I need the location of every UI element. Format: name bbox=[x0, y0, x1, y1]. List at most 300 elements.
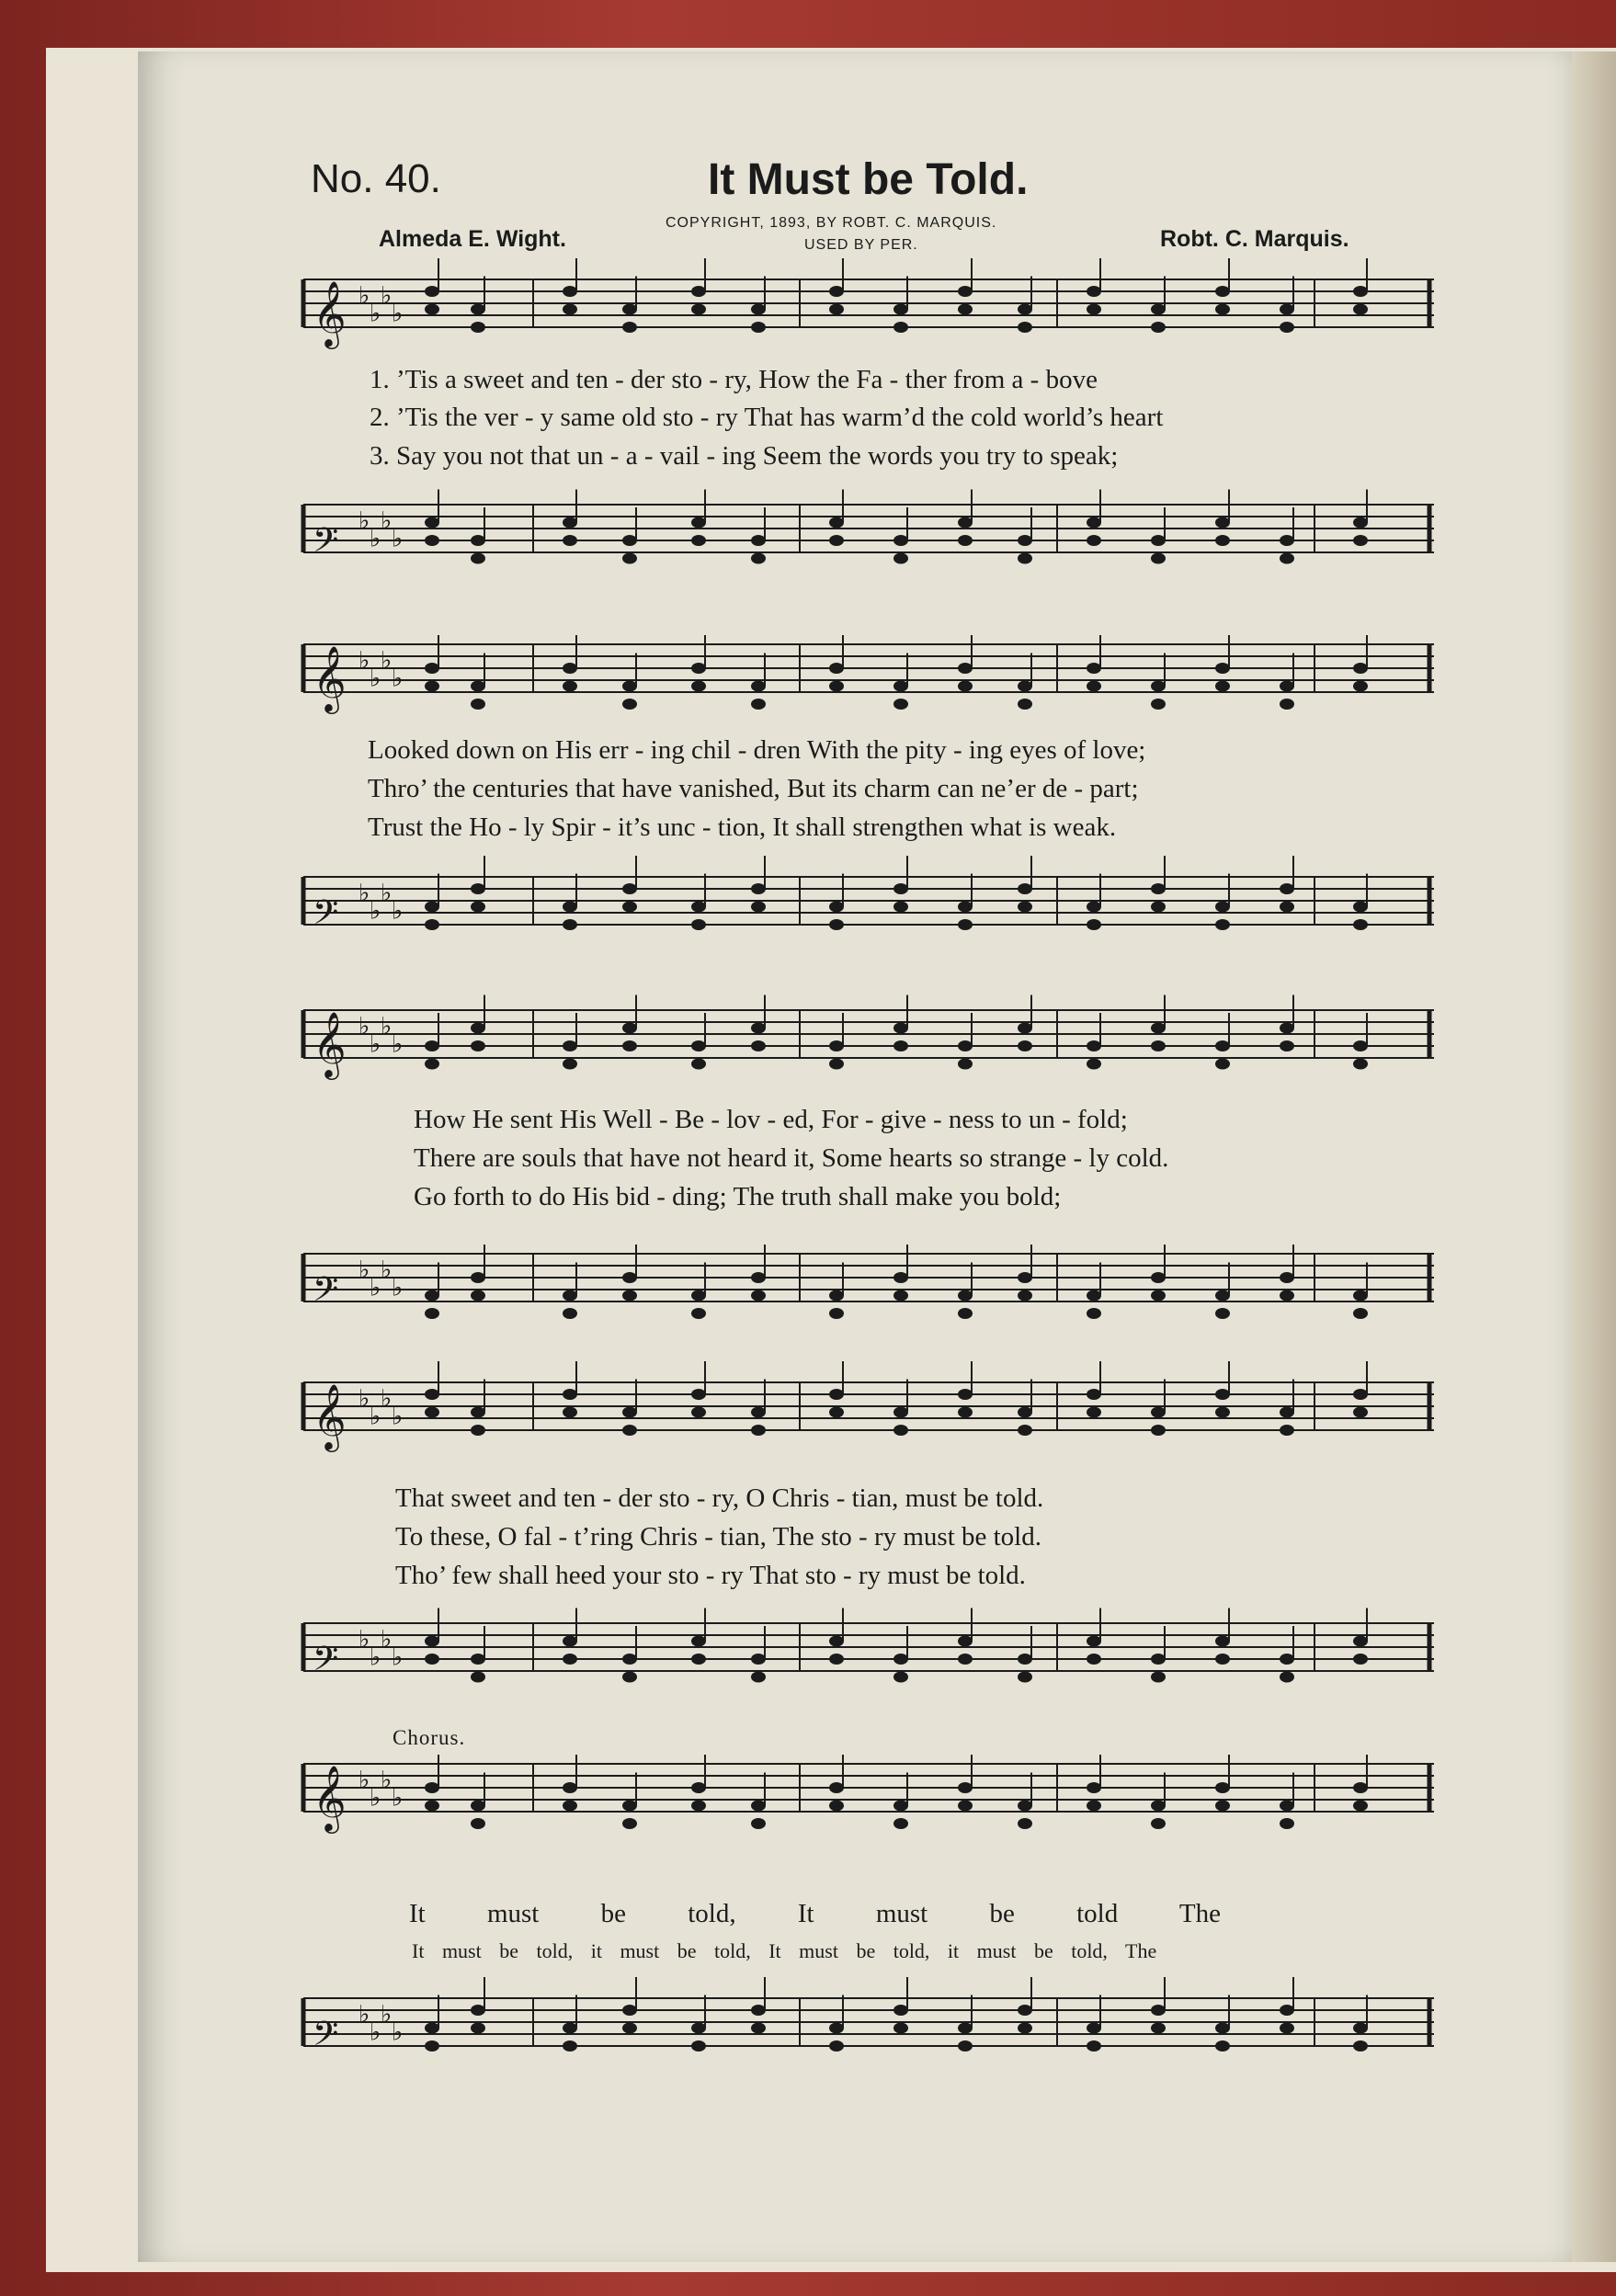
note-head bbox=[1087, 535, 1101, 546]
note-head bbox=[958, 286, 973, 297]
note-head bbox=[471, 902, 485, 913]
note-head bbox=[1151, 1425, 1166, 1436]
note-head bbox=[691, 1059, 706, 1070]
note-head bbox=[1151, 2005, 1166, 2016]
page-gutter bbox=[1572, 51, 1616, 2262]
note-head bbox=[1151, 553, 1166, 564]
note-head bbox=[622, 1272, 637, 1283]
note-head bbox=[1353, 1407, 1368, 1418]
note-head bbox=[563, 1059, 577, 1070]
flat-icon: ♭ bbox=[358, 1256, 370, 1284]
note-head bbox=[622, 304, 637, 315]
note-head bbox=[1087, 1636, 1101, 1647]
note-head bbox=[622, 1290, 637, 1301]
flat-icon: ♭ bbox=[358, 1626, 370, 1654]
note-head bbox=[563, 663, 577, 674]
note-head bbox=[829, 663, 844, 674]
note-head bbox=[1280, 1801, 1294, 1812]
flat-icon: ♭ bbox=[370, 1403, 381, 1431]
note-head bbox=[563, 535, 577, 546]
note-head bbox=[893, 304, 908, 315]
note-head bbox=[829, 1308, 844, 1319]
note-head bbox=[1087, 1040, 1101, 1051]
note-head bbox=[893, 681, 908, 692]
note-head bbox=[1353, 902, 1368, 913]
note-head bbox=[1353, 286, 1368, 297]
note-head bbox=[829, 1801, 844, 1812]
note-head bbox=[622, 1040, 637, 1051]
note-head bbox=[691, 2023, 706, 2034]
flat-icon: ♭ bbox=[381, 880, 393, 907]
flat-icon: ♭ bbox=[392, 665, 404, 693]
note-head bbox=[1018, 1818, 1032, 1829]
note-head bbox=[563, 1389, 577, 1400]
note-head bbox=[829, 535, 844, 546]
note-head bbox=[1353, 1040, 1368, 1051]
note-head bbox=[563, 1801, 577, 1812]
note-head bbox=[893, 902, 908, 913]
note-head bbox=[1151, 304, 1166, 315]
flat-icon: ♭ bbox=[358, 880, 370, 907]
note-head bbox=[829, 1290, 844, 1301]
note-head bbox=[563, 1782, 577, 1793]
note-head bbox=[1215, 1059, 1230, 1070]
note-head bbox=[751, 883, 766, 894]
note-head bbox=[751, 902, 766, 913]
note-head bbox=[893, 1023, 908, 1034]
note-head bbox=[829, 1040, 844, 1051]
note-head bbox=[1215, 535, 1230, 546]
note-head bbox=[1280, 2023, 1294, 2034]
note-head bbox=[829, 1636, 844, 1647]
note-head bbox=[1215, 919, 1230, 930]
note-head bbox=[563, 1407, 577, 1418]
verse-2-line-1: 2. ’Tis the ver - y same old sto - ry That has warm’d the cold world’s heart bbox=[370, 403, 1164, 432]
note-head bbox=[471, 1023, 485, 1034]
note-head bbox=[1087, 663, 1101, 674]
note-head bbox=[1018, 304, 1032, 315]
flat-icon: ♭ bbox=[381, 507, 393, 535]
verse-1-line-1: 1. ’Tis a sweet and ten - der sto - ry, How the Fa - ther from a - bove bbox=[370, 365, 1098, 394]
note-head bbox=[1215, 2040, 1230, 2052]
note-head bbox=[425, 1801, 439, 1812]
note-head bbox=[1353, 681, 1368, 692]
note-head bbox=[425, 304, 439, 315]
note-head bbox=[751, 1818, 766, 1829]
note-head bbox=[622, 681, 637, 692]
note-head bbox=[1215, 1782, 1230, 1793]
note-head bbox=[1353, 1059, 1368, 1070]
note-head bbox=[829, 1059, 844, 1070]
note-head bbox=[1353, 1636, 1368, 1647]
flat-icon: ♭ bbox=[370, 897, 381, 926]
note-head bbox=[425, 1040, 439, 1051]
note-head bbox=[471, 699, 485, 710]
flat-icon: ♭ bbox=[392, 1643, 404, 1672]
note-head bbox=[425, 1059, 439, 1070]
note-head bbox=[958, 1389, 973, 1400]
note-head bbox=[958, 1654, 973, 1665]
note-head bbox=[1018, 1040, 1032, 1051]
flat-icon: ♭ bbox=[392, 2018, 404, 2047]
note-head bbox=[622, 553, 637, 564]
note-head bbox=[893, 1407, 908, 1418]
note-head bbox=[1280, 1023, 1294, 1034]
note-head bbox=[751, 1290, 766, 1301]
note-head bbox=[1151, 902, 1166, 913]
note-head bbox=[751, 2023, 766, 2034]
note-head bbox=[1151, 322, 1166, 333]
note-head bbox=[751, 1272, 766, 1283]
note-head bbox=[1353, 1654, 1368, 1665]
note-head bbox=[622, 1407, 637, 1418]
note-head bbox=[1151, 1023, 1166, 1034]
note-head bbox=[691, 535, 706, 546]
flat-icon: ♭ bbox=[358, 507, 370, 535]
note-head bbox=[958, 2023, 973, 2034]
note-head bbox=[622, 883, 637, 894]
flat-icon: ♭ bbox=[358, 1385, 370, 1413]
treble-staff bbox=[303, 1760, 1434, 1831]
flat-icon: ♭ bbox=[370, 300, 381, 328]
note-head bbox=[1215, 1636, 1230, 1647]
composer: Robt. C. Marquis. bbox=[1160, 226, 1349, 252]
note-head bbox=[1151, 1672, 1166, 1683]
note-head bbox=[425, 286, 439, 297]
note-head bbox=[563, 2023, 577, 2034]
note-head bbox=[622, 1425, 637, 1436]
note-head bbox=[958, 1290, 973, 1301]
note-head bbox=[1280, 1654, 1294, 1665]
flat-icon: ♭ bbox=[370, 1274, 381, 1302]
note-head bbox=[691, 1290, 706, 1301]
note-head bbox=[1018, 883, 1032, 894]
treble-clef-icon: 𝄞 bbox=[313, 279, 347, 347]
note-head bbox=[1215, 663, 1230, 674]
note-head bbox=[1087, 1801, 1101, 1812]
note-head bbox=[1151, 681, 1166, 692]
treble-staff bbox=[303, 1006, 1434, 1077]
verse-3-line-4: Tho’ few shall heed your sto - ry That sto - ry must be told. bbox=[395, 1561, 1026, 1590]
note-head bbox=[471, 883, 485, 894]
note-head bbox=[563, 902, 577, 913]
note-head bbox=[1353, 517, 1368, 529]
note-head bbox=[1087, 1389, 1101, 1400]
note-head bbox=[622, 2005, 637, 2016]
note-head bbox=[1087, 1782, 1101, 1793]
note-head bbox=[471, 1672, 485, 1683]
note-head bbox=[1018, 681, 1032, 692]
note-head bbox=[1087, 2040, 1101, 2052]
note-head bbox=[691, 1040, 706, 1051]
note-head bbox=[1353, 919, 1368, 930]
note-head bbox=[1018, 1023, 1032, 1034]
note-head bbox=[622, 1654, 637, 1665]
note-head bbox=[958, 1059, 973, 1070]
note-head bbox=[691, 286, 706, 297]
note-head bbox=[691, 663, 706, 674]
note-head bbox=[1087, 2023, 1101, 2034]
flat-icon: ♭ bbox=[381, 1385, 393, 1413]
note-head bbox=[1018, 322, 1032, 333]
flat-icon: ♭ bbox=[358, 282, 370, 310]
note-head bbox=[691, 1636, 706, 1647]
verse-1-line-2: Looked down on His err - ing chil - dren With the pity - ing eyes of love; bbox=[368, 735, 1146, 765]
note-head bbox=[958, 663, 973, 674]
note-head bbox=[1215, 1407, 1230, 1418]
note-head bbox=[471, 1272, 485, 1283]
note-head bbox=[691, 1801, 706, 1812]
note-head bbox=[1215, 681, 1230, 692]
note-head bbox=[958, 535, 973, 546]
note-head bbox=[1280, 304, 1294, 315]
note-head bbox=[829, 286, 844, 297]
note-head bbox=[829, 517, 844, 529]
note-head bbox=[691, 1782, 706, 1793]
note-head bbox=[1280, 1290, 1294, 1301]
note-head bbox=[1353, 1389, 1368, 1400]
bass-staff bbox=[303, 1620, 1434, 1687]
treble-clef-icon: 𝄞 bbox=[313, 1382, 347, 1449]
note-head bbox=[563, 1040, 577, 1051]
note-head bbox=[425, 1636, 439, 1647]
note-head bbox=[1215, 304, 1230, 315]
note-head bbox=[1215, 2023, 1230, 2034]
flat-icon: ♭ bbox=[370, 1784, 381, 1813]
bass-clef-icon: 𝄢 bbox=[313, 893, 339, 940]
note-head bbox=[1215, 1040, 1230, 1051]
note-head bbox=[691, 304, 706, 315]
note-head bbox=[893, 553, 908, 564]
flat-icon: ♭ bbox=[392, 525, 404, 553]
note-head bbox=[1087, 1308, 1101, 1319]
note-head bbox=[1018, 1290, 1032, 1301]
note-head bbox=[425, 1782, 439, 1793]
verse-1-line-3: How He sent His Well - Be - lov - ed, For - give - ness to un - fold; bbox=[414, 1105, 1128, 1134]
note-head bbox=[1151, 1272, 1166, 1283]
note-head bbox=[958, 1782, 973, 1793]
note-head bbox=[1215, 1389, 1230, 1400]
note-head bbox=[751, 322, 766, 333]
note-head bbox=[1018, 902, 1032, 913]
note-head bbox=[751, 535, 766, 546]
note-head bbox=[1280, 553, 1294, 564]
note-head bbox=[1280, 322, 1294, 333]
note-head bbox=[425, 902, 439, 913]
used-by-permission: USED BY PER. bbox=[804, 237, 918, 253]
flat-icon: ♭ bbox=[358, 2001, 370, 2029]
note-head bbox=[425, 663, 439, 674]
note-head bbox=[1353, 1290, 1368, 1301]
note-head bbox=[471, 681, 485, 692]
note-head bbox=[471, 1425, 485, 1436]
note-head bbox=[751, 1425, 766, 1436]
note-head bbox=[829, 1654, 844, 1665]
note-head bbox=[829, 919, 844, 930]
note-head bbox=[1018, 2005, 1032, 2016]
note-head bbox=[622, 902, 637, 913]
note-head bbox=[1280, 681, 1294, 692]
note-head bbox=[425, 1308, 439, 1319]
note-head bbox=[1280, 1272, 1294, 1283]
note-head bbox=[1353, 2040, 1368, 2052]
note-head bbox=[958, 2040, 973, 2052]
verse-2-line-4: To these, O fal - t’ring Chris - tian, The sto - ry must be told. bbox=[395, 1522, 1041, 1552]
note-head bbox=[958, 681, 973, 692]
bass-clef-icon: 𝄢 bbox=[313, 1640, 339, 1687]
note-head bbox=[1151, 1040, 1166, 1051]
note-head bbox=[622, 1801, 637, 1812]
bass-staff bbox=[303, 501, 1434, 568]
note-head bbox=[563, 1290, 577, 1301]
note-head bbox=[1087, 681, 1101, 692]
note-head bbox=[1353, 1782, 1368, 1793]
note-head bbox=[1215, 902, 1230, 913]
note-head bbox=[471, 1801, 485, 1812]
flat-icon: ♭ bbox=[392, 1403, 404, 1431]
note-head bbox=[1151, 699, 1166, 710]
note-head bbox=[1280, 902, 1294, 913]
note-head bbox=[471, 2023, 485, 2034]
note-head bbox=[829, 304, 844, 315]
note-head bbox=[893, 1040, 908, 1051]
copyright-notice: COPYRIGHT, 1893, BY ROBT. C. MARQUIS. bbox=[666, 215, 997, 231]
note-head bbox=[893, 535, 908, 546]
note-head bbox=[893, 1818, 908, 1829]
treble-staff bbox=[303, 276, 1434, 347]
note-head bbox=[471, 2005, 485, 2016]
note-head bbox=[751, 1407, 766, 1418]
note-head bbox=[691, 1407, 706, 1418]
note-head bbox=[425, 681, 439, 692]
note-head bbox=[1280, 699, 1294, 710]
note-head bbox=[893, 1801, 908, 1812]
bass-staff bbox=[303, 1995, 1434, 2062]
note-head bbox=[829, 1407, 844, 1418]
chorus-soprano-words: It must be told, It must be told The bbox=[409, 1899, 1222, 1928]
bass-clef-icon: 𝄢 bbox=[313, 1270, 339, 1317]
note-head bbox=[622, 699, 637, 710]
note-head bbox=[1018, 1654, 1032, 1665]
note-head bbox=[893, 1654, 908, 1665]
flat-icon: ♭ bbox=[358, 647, 370, 675]
note-head bbox=[425, 535, 439, 546]
note-head bbox=[471, 322, 485, 333]
note-head bbox=[1215, 1308, 1230, 1319]
note-head bbox=[893, 1425, 908, 1436]
note-head bbox=[1280, 535, 1294, 546]
note-head bbox=[563, 1654, 577, 1665]
note-head bbox=[893, 1672, 908, 1683]
flat-icon: ♭ bbox=[392, 1030, 404, 1059]
lyricist: Almeda E. Wight. bbox=[379, 226, 566, 252]
flat-icon: ♭ bbox=[370, 665, 381, 693]
note-head bbox=[1018, 1801, 1032, 1812]
note-head bbox=[751, 1040, 766, 1051]
note-head bbox=[622, 1818, 637, 1829]
note-head bbox=[1018, 553, 1032, 564]
note-head bbox=[563, 1636, 577, 1647]
treble-staff bbox=[303, 641, 1434, 711]
hymn-title: It Must be Told. bbox=[708, 155, 1029, 204]
note-head bbox=[563, 1308, 577, 1319]
note-head bbox=[1280, 883, 1294, 894]
note-head bbox=[1280, 1407, 1294, 1418]
note-head bbox=[1018, 1425, 1032, 1436]
note-head bbox=[563, 304, 577, 315]
note-head bbox=[1215, 286, 1230, 297]
note-head bbox=[751, 1654, 766, 1665]
note-head bbox=[691, 1389, 706, 1400]
note-head bbox=[622, 322, 637, 333]
note-head bbox=[1151, 1818, 1166, 1829]
note-head bbox=[958, 1040, 973, 1051]
note-head bbox=[1018, 1272, 1032, 1283]
verse-2-line-3: There are souls that have not heard it, Some hearts so strange - ly cold. bbox=[414, 1143, 1169, 1173]
note-head bbox=[691, 919, 706, 930]
flat-icon: ♭ bbox=[381, 1767, 393, 1794]
note-head bbox=[563, 286, 577, 297]
treble-clef-icon: 𝄞 bbox=[313, 644, 347, 711]
note-head bbox=[1353, 1801, 1368, 1812]
note-head bbox=[563, 681, 577, 692]
note-head bbox=[1353, 304, 1368, 315]
flat-icon: ♭ bbox=[370, 1030, 381, 1059]
note-head bbox=[829, 2040, 844, 2052]
note-head bbox=[958, 304, 973, 315]
note-head bbox=[622, 1023, 637, 1034]
flat-icon: ♭ bbox=[381, 1626, 393, 1654]
note-head bbox=[751, 681, 766, 692]
note-head bbox=[958, 1636, 973, 1647]
note-head bbox=[563, 517, 577, 529]
note-head bbox=[829, 1389, 844, 1400]
note-head bbox=[622, 2023, 637, 2034]
bass-clef-icon: 𝄢 bbox=[313, 2015, 339, 2062]
note-head bbox=[751, 1023, 766, 1034]
note-head bbox=[1087, 286, 1101, 297]
note-head bbox=[425, 2040, 439, 2052]
note-head bbox=[893, 1290, 908, 1301]
note-head bbox=[829, 2023, 844, 2034]
flat-icon: ♭ bbox=[392, 1274, 404, 1302]
flat-icon: ♭ bbox=[392, 1784, 404, 1813]
note-head bbox=[1280, 2005, 1294, 2016]
note-head bbox=[751, 304, 766, 315]
note-head bbox=[691, 681, 706, 692]
note-head bbox=[751, 1672, 766, 1683]
note-head bbox=[1151, 1801, 1166, 1812]
note-head bbox=[1087, 1407, 1101, 1418]
note-head bbox=[1280, 1818, 1294, 1829]
verse-3-line-1: 3. Say you not that un - a - vail - ing Seem the words you try to speak; bbox=[370, 441, 1119, 471]
note-head bbox=[829, 902, 844, 913]
flat-icon: ♭ bbox=[381, 2001, 393, 2029]
bass-staff bbox=[303, 873, 1434, 940]
note-head bbox=[1087, 1654, 1101, 1665]
verse-3-line-3: Go forth to do His bid - ding; The truth shall make you bold; bbox=[414, 1182, 1062, 1211]
note-head bbox=[622, 1672, 637, 1683]
flat-icon: ♭ bbox=[392, 897, 404, 926]
note-head bbox=[893, 699, 908, 710]
note-head bbox=[829, 1782, 844, 1793]
note-head bbox=[471, 1290, 485, 1301]
note-head bbox=[1087, 919, 1101, 930]
note-head bbox=[425, 2023, 439, 2034]
flat-icon: ♭ bbox=[358, 1013, 370, 1040]
flat-icon: ♭ bbox=[381, 647, 393, 675]
note-head bbox=[691, 1654, 706, 1665]
